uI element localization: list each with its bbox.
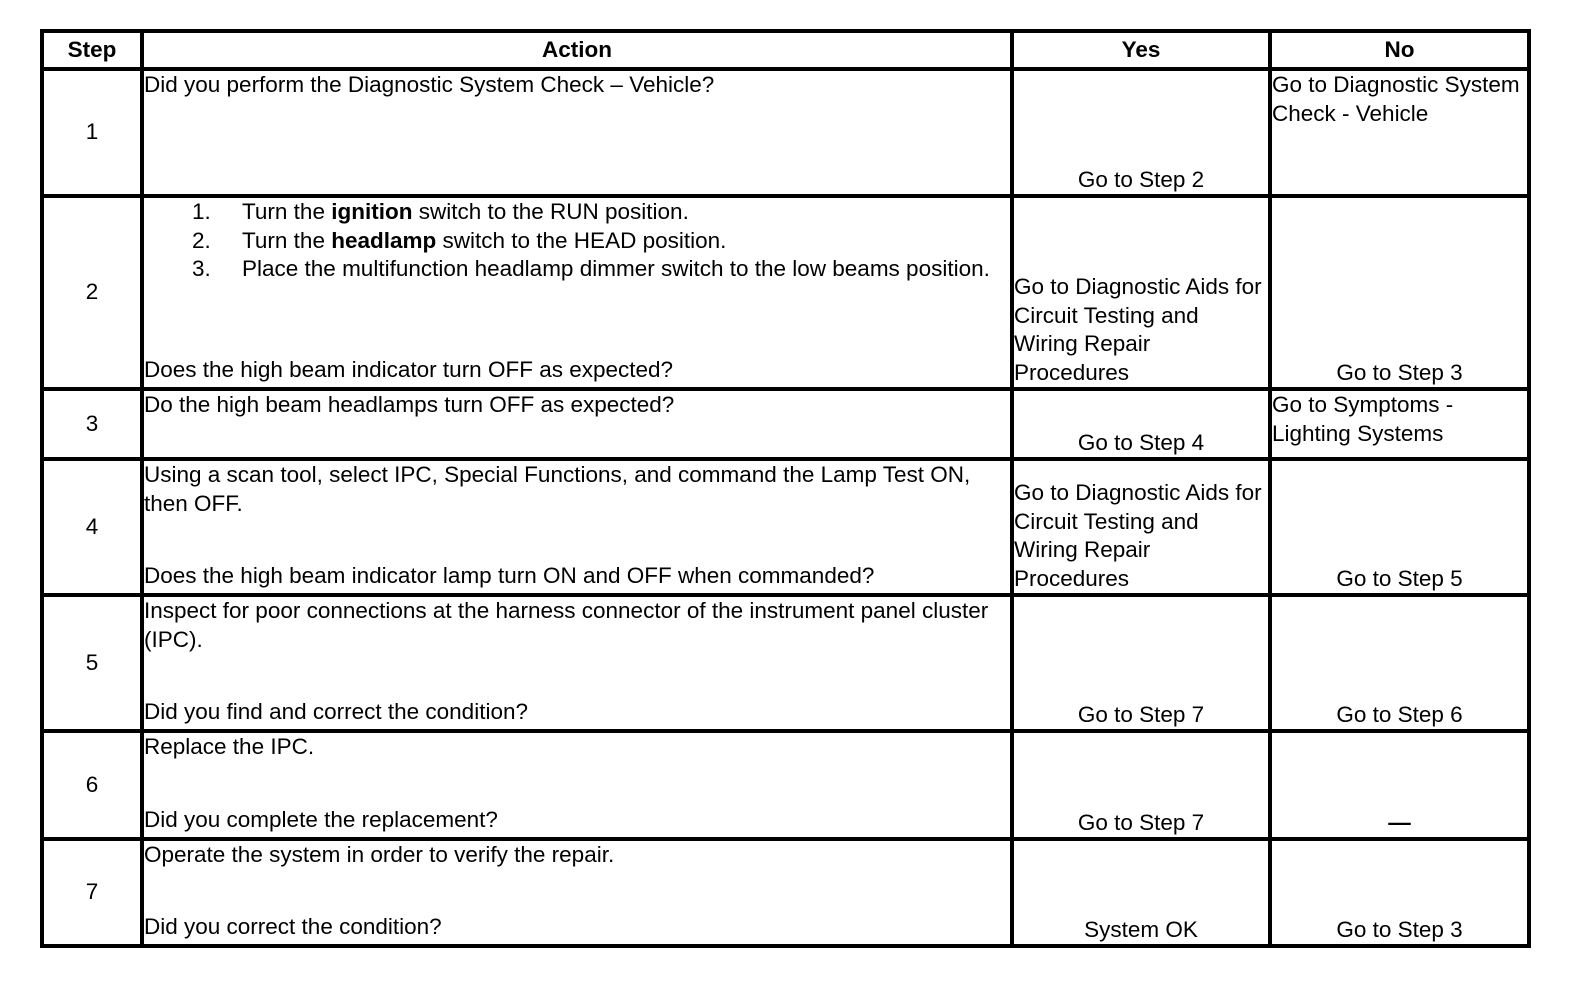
action-cell bbox=[142, 595, 1012, 731]
header-yes: Yes bbox=[1012, 31, 1270, 69]
action-cell bbox=[142, 196, 1012, 389]
step-number: 7 bbox=[42, 839, 142, 946]
table-row bbox=[42, 196, 1529, 389]
step-number: 4 bbox=[42, 459, 142, 595]
header-action: Action bbox=[142, 31, 1012, 69]
action-cell bbox=[142, 389, 1012, 459]
no-cell: Go to Step 3 bbox=[1270, 196, 1529, 389]
action-instruction: Replace the IPC. bbox=[144, 734, 315, 759]
table-row bbox=[42, 69, 1529, 196]
substep-list bbox=[144, 198, 1010, 284]
diagnostic-table bbox=[40, 29, 1531, 948]
action-instruction: Operate the system in order to verify the repair. bbox=[144, 842, 615, 867]
action-question: Did you find and correct the condition? bbox=[144, 698, 528, 724]
header-step: Step bbox=[42, 31, 142, 69]
step-number: 3 bbox=[42, 389, 142, 459]
no-cell: Go to Step 3 bbox=[1270, 839, 1529, 946]
action-cell bbox=[142, 839, 1012, 946]
action-question: Does the high beam indicator turn OFF as expected? bbox=[144, 356, 674, 382]
action-question: Did you correct the condition? bbox=[144, 913, 442, 939]
table-row bbox=[42, 595, 1529, 731]
substep-item: 1. Turn the ignition switch to the RUN position. bbox=[192, 199, 689, 224]
action-question: Did you complete the replacement? bbox=[144, 806, 498, 832]
yes-cell: Go to Diagnostic Aids for Circuit Testing and Wiring Repair Procedures bbox=[1012, 196, 1270, 389]
yes-cell: Go to Step 7 bbox=[1012, 595, 1270, 731]
no-cell: Go to Symptoms - Lighting Systems bbox=[1270, 389, 1529, 459]
action-cell bbox=[142, 731, 1012, 839]
yes-cell: System OK bbox=[1012, 839, 1270, 946]
action-instruction: Using a scan tool, select IPC, Special Functions, and command the Lamp Test ON, then OFF. bbox=[144, 462, 971, 516]
table-row bbox=[42, 731, 1529, 839]
action-cell bbox=[142, 69, 1012, 196]
step-number: 1 bbox=[42, 69, 142, 196]
step-number: 2 bbox=[42, 196, 142, 389]
action-instruction: Inspect for poor connections at the harness connector of the instrument panel cluster (IPC). bbox=[144, 598, 989, 652]
step-number: 6 bbox=[42, 731, 142, 839]
table-row bbox=[42, 459, 1529, 595]
action-text: Do the high beam headlamps turn OFF as expected? bbox=[144, 392, 675, 417]
step-number: 5 bbox=[42, 595, 142, 731]
header-no: No bbox=[1270, 31, 1529, 69]
yes-cell: Go to Step 2 bbox=[1012, 69, 1270, 196]
no-cell: Go to Step 5 bbox=[1270, 459, 1529, 595]
substep-item: 2. Turn the headlamp switch to the HEAD position. bbox=[192, 227, 727, 253]
no-cell: Go to Step 6 bbox=[1270, 595, 1529, 731]
no-cell: Go to Diagnostic System Check - Vehicle bbox=[1270, 69, 1529, 196]
table-row bbox=[42, 389, 1529, 459]
header-row bbox=[42, 31, 1529, 69]
no-cell: — bbox=[1270, 731, 1529, 839]
yes-cell: Go to Step 4 bbox=[1012, 389, 1270, 459]
substep-item: 3. Place the multifunction headlamp dimmer switch to the low beams position. bbox=[192, 256, 990, 281]
yes-cell: Go to Step 7 bbox=[1012, 731, 1270, 839]
action-question: Does the high beam indicator lamp turn ON and OFF when commanded? bbox=[144, 562, 875, 588]
table-row bbox=[42, 839, 1529, 946]
action-cell bbox=[142, 459, 1012, 595]
action-text: Did you perform the Diagnostic System Check – Vehicle? bbox=[144, 72, 715, 97]
yes-cell: Go to Diagnostic Aids for Circuit Testing and Wiring Repair Procedures bbox=[1012, 459, 1270, 595]
